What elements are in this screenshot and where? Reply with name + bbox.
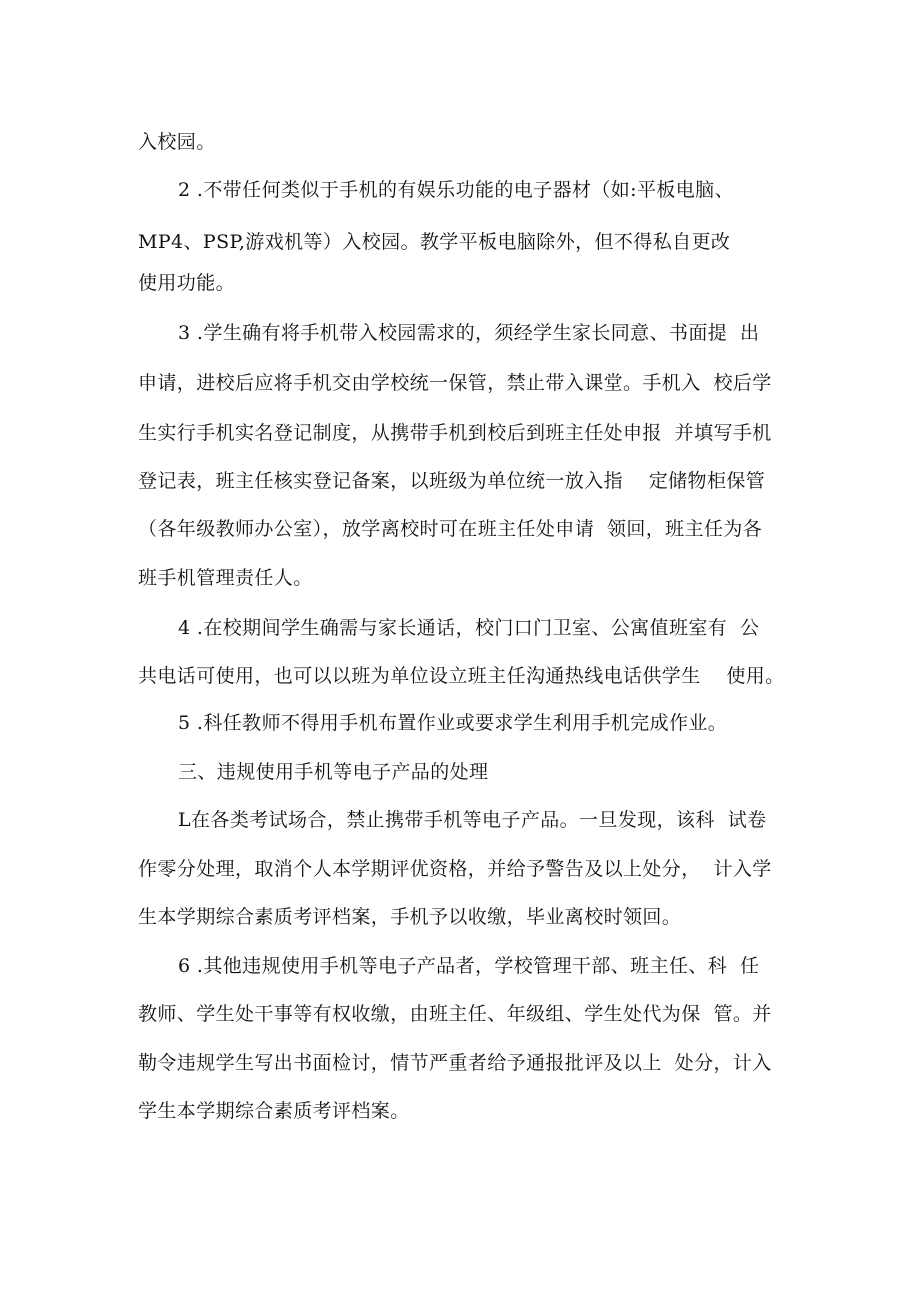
text-line: 共电话可使用，也可以以班为单位设立班主任沟通热线电话供学生 使用。 [138, 665, 785, 687]
text-line: 学生本学期综合素质考评档案。 [138, 1100, 410, 1122]
text-line: 作零分处理，取消个人本学期评优资格，并给予警告及以上处分， 计入学 [138, 858, 772, 880]
text-line: 生本学期综合素质考评档案，手机予以收缴，毕业离校时领回。 [138, 906, 682, 928]
text-line: 教师、学生处干事等有权收缴，由班主任、年级组、学生处代为保 管。并 [138, 1003, 772, 1025]
text-line: 生实行手机实名登记制度，从携带手机到校后到班主任处申报 并填写手机 [138, 422, 772, 444]
text-line: 申请，进校后应将手机交由学校统一保管，禁止带入课堂。手机入 校后学 [138, 372, 772, 394]
text-line: 5 .科任教师不得用手机布置作业或要求学生利用手机完成作业。 [178, 712, 728, 734]
text-line: 4 .在校期间学生确需与家长通话，校门口门卫室、公寓值班室有 公 [178, 617, 760, 639]
text-line: （各年级教师办公室），放学离校时可在班主任处申请 领回，班主任为各 [138, 518, 763, 540]
text-line: 勒令违规学生写出书面检讨，情节严重者给予通报批评及以上 处分，计入 [138, 1052, 772, 1074]
text-line: 3 .学生确有将手机带入校园需求的，须经学生家长同意、书面提 出 [178, 322, 760, 344]
text-line: L在各类考试场合，禁止携带手机等电子产品。一旦发现，该科 试卷 [178, 809, 767, 831]
text-line: MP4、PSP,游戏机等）入校园。教学平板电脑除外，但不得私自更改 [138, 231, 731, 253]
text-line: 班手机管理责任人。 [138, 567, 313, 589]
text-line: 入校园。 [138, 131, 216, 153]
text-line: 6 .其他违规使用手机等电子产品者，学校管理干部、班主任、科 任 [178, 955, 760, 977]
section-heading: 三、违规使用手机等电子产品的处理 [178, 761, 489, 783]
text-line: 登记表，班主任核实登记备案，以班级为单位统一放入指 定储物柜保管 [138, 470, 766, 492]
text-line: 使用功能。 [138, 272, 236, 294]
text-line: 2 .不带任何类似于手机的有娱乐功能的电子器材（如:平板电脑、 [178, 179, 734, 201]
